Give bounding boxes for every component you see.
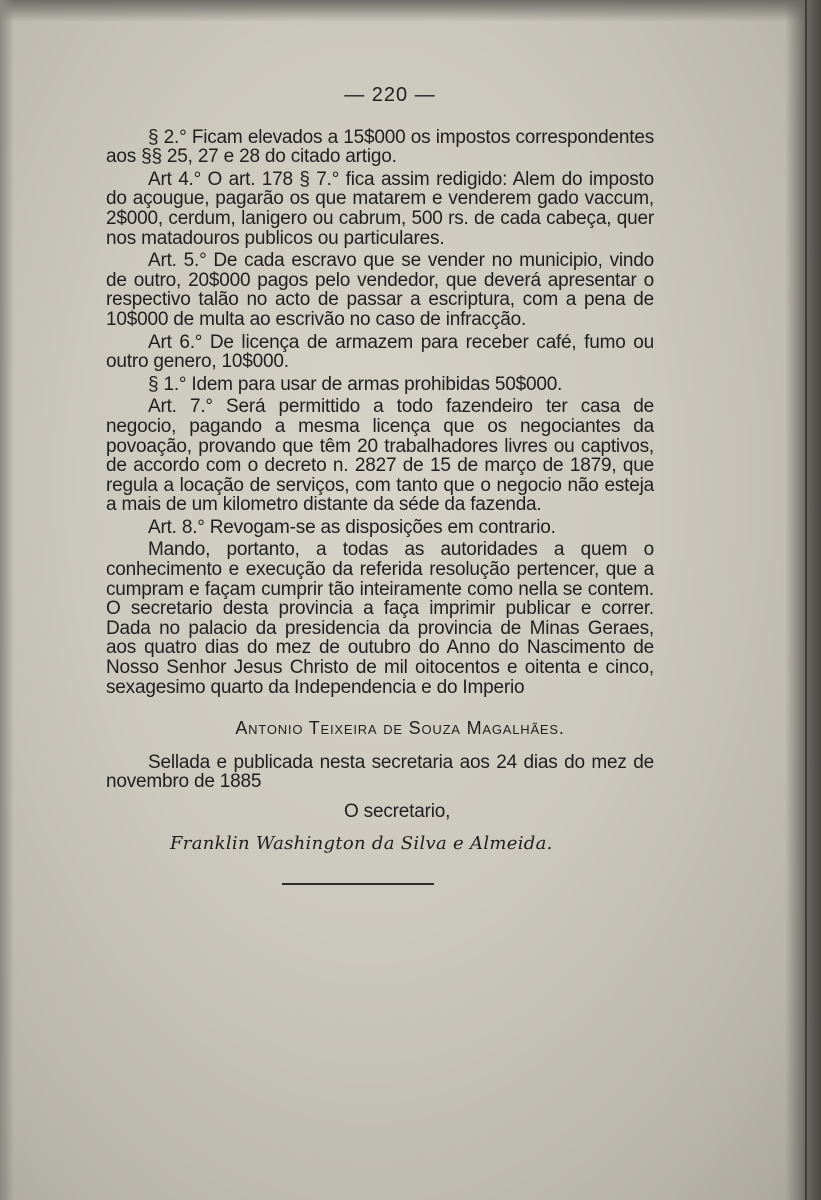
page-right-edge: [785, 0, 821, 1200]
page-number: — 220 —: [344, 84, 436, 106]
paragraph-mando: Mando, portanto, a todas as autoridades a quem o conhecimento e execução da referida resolução pertencer, que a cumpram e façam cumprir tão inteiramente como nella se contem. O secretario desta provincia a faça imprimir publicar e correr. Dada no palacio da presidencia da provincia de Minas Geraes, aos quatro dias do mez de outubro do Anno do Nascimento de Nosso Senhor Jesus Christo de mil oitocentos e oitenta e cinco, sexagesimo quarto da Independencia e do Imperio: [106, 539, 654, 698]
sealed-published-note: Sellada e publicada nesta secretaria aos 24 dias do mez de novembro de 1885: [106, 751, 654, 793]
paragraph-section-1: § 1.° Idem para usar de armas prohibidas 50$000.: [148, 373, 563, 395]
page-left-shadow: [0, 0, 14, 1200]
paragraph-art-4: Art 4.° O art. 178 § 7.° fica assim redigido: Alem do imposto do açougue, pagarão os que matarem e venderem gado vaccum, 2$000, cerdum, lanigero ou cabrum, 500 rs. de cada cabeça, quer nos matadouros publicos ou particulares.: [106, 168, 654, 249]
paragraph-art-6: Art 6.° De licença de armazem para receber café, fumo ou outro genero, 10$000.: [106, 331, 654, 373]
paragraph-section-2: § 2.° Ficam elevados a 15$000 os impostos correspondentes aos §§ 25, 27 e 28 do citado artigo.: [106, 126, 654, 168]
secretary-title: O secretario,: [344, 801, 451, 822]
page-binding-line: [805, 0, 807, 1200]
signatory-name: Antonio Teixeira de Souza Magalhães.: [235, 718, 565, 739]
closing-rule: [282, 883, 434, 885]
paragraph-art-7: Art. 7.° Será permittido a todo fazendeiro ter casa de negocio, pagando a mesma licença que os negociantes da povoação, provando que têm 20 trabalhadores livres ou captivos, de accordo com o decreto n. 2827 de 15 de março de 1879, que regula a locação de serviços, com tanto que o negocio não esteja a mais de um kilometro distante da séde da fazenda.: [106, 396, 654, 516]
paragraph-art-5: Art. 5.° De cada escravo que se vender no municipio, vindo de outro, 20$000 pagos pelo vendedor, que deverá apresentar o respectivo talão no acto de passar a escriptura, com a pena de 10$000 de multa ao escrivão no caso de infracção.: [106, 250, 654, 330]
paragraph-art-8: Art. 8.° Revogam-se as disposições em contrario.: [148, 516, 556, 538]
document-body: [106, 86, 654, 885]
page-top-shadow: [0, 0, 821, 22]
secretary-name: Franklin Washington da Silva e Almeida.: [170, 832, 553, 854]
